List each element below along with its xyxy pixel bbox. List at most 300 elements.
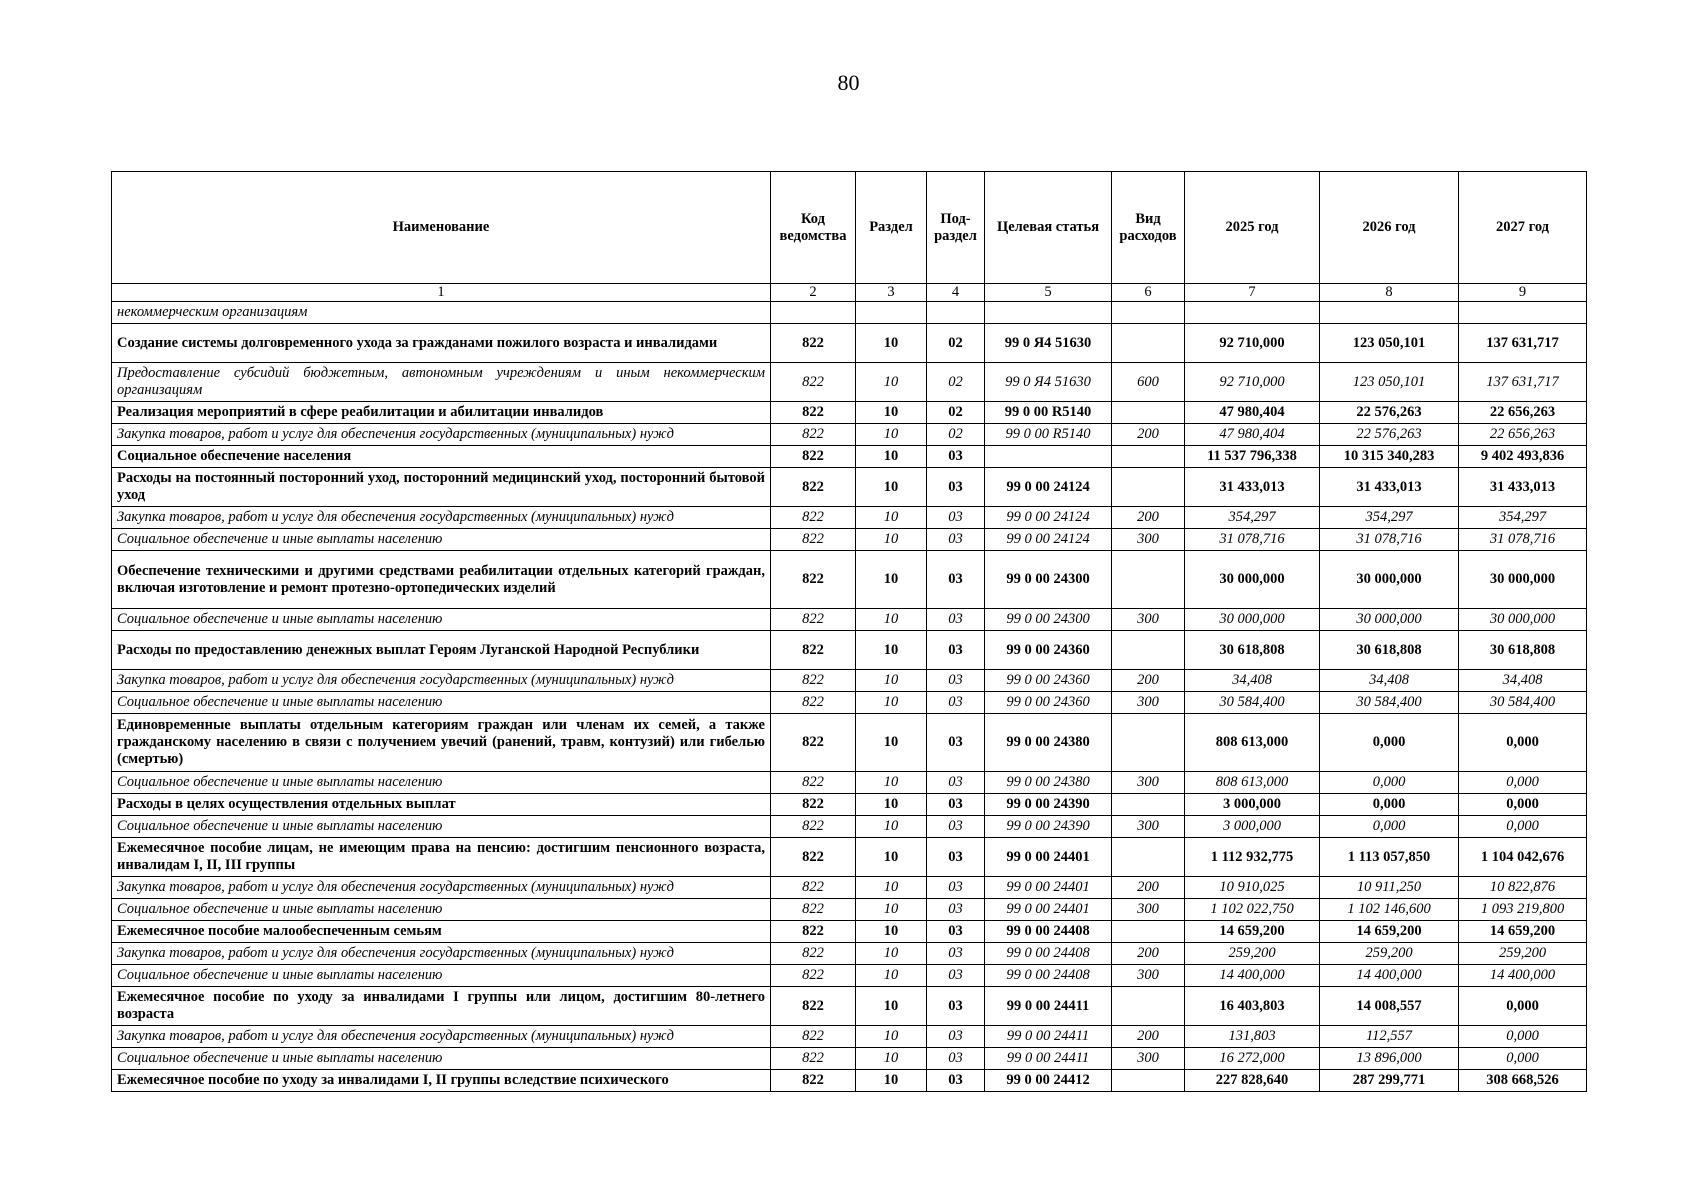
row-name-cell: Ежемесячное пособие малообеспеченным семьям bbox=[112, 921, 771, 943]
header-year-2025: 2025 год bbox=[1185, 172, 1320, 284]
target-article-cell: 99 0 00 24360 bbox=[985, 692, 1112, 714]
dept-code-cell: 822 bbox=[771, 468, 856, 507]
subsection-cell: 03 bbox=[927, 877, 985, 899]
expense-kind-cell: 300 bbox=[1112, 1048, 1185, 1070]
section-cell: 10 bbox=[856, 446, 927, 468]
table-row bbox=[112, 363, 1587, 402]
column-number: 6 bbox=[1112, 284, 1185, 302]
amount-2025-cell: 3 000,000 bbox=[1185, 794, 1320, 816]
expense-kind-cell bbox=[1112, 921, 1185, 943]
target-article-cell: 99 0 00 24408 bbox=[985, 943, 1112, 965]
amount-2027-cell: 30 618,808 bbox=[1459, 631, 1587, 670]
subsection-cell: 03 bbox=[927, 794, 985, 816]
amount-2025-cell: 11 537 796,338 bbox=[1185, 446, 1320, 468]
column-number: 3 bbox=[856, 284, 927, 302]
row-name-cell: Закупка товаров, работ и услуг для обеспечения государственных (муниципальных) нужд bbox=[112, 877, 771, 899]
amount-2027-cell: 10 822,876 bbox=[1459, 877, 1587, 899]
subsection-cell: 03 bbox=[927, 609, 985, 631]
table-row bbox=[112, 609, 1587, 631]
section-cell: 10 bbox=[856, 468, 927, 507]
amount-2027-cell: 259,200 bbox=[1459, 943, 1587, 965]
amount-2025-cell: 16 403,803 bbox=[1185, 987, 1320, 1026]
target-article-cell bbox=[985, 446, 1112, 468]
dept-code-cell: 822 bbox=[771, 424, 856, 446]
header-row bbox=[112, 172, 1587, 284]
amount-2027-cell: 0,000 bbox=[1459, 1048, 1587, 1070]
amount-2026-cell: 34,408 bbox=[1320, 670, 1459, 692]
amount-2027-cell: 14 400,000 bbox=[1459, 965, 1587, 987]
dept-code-cell: 822 bbox=[771, 987, 856, 1026]
amount-2025-cell: 31 078,716 bbox=[1185, 529, 1320, 551]
subsection-cell bbox=[927, 302, 985, 324]
amount-2027-cell: 22 656,263 bbox=[1459, 402, 1587, 424]
subsection-cell: 02 bbox=[927, 402, 985, 424]
dept-code-cell: 822 bbox=[771, 714, 856, 772]
table-row bbox=[112, 1048, 1587, 1070]
section-cell: 10 bbox=[856, 1048, 927, 1070]
dept-code-cell: 822 bbox=[771, 324, 856, 363]
table-row bbox=[112, 692, 1587, 714]
amount-2026-cell: 1 102 146,600 bbox=[1320, 899, 1459, 921]
dept-code-cell: 822 bbox=[771, 1070, 856, 1092]
amount-2026-cell: 123 050,101 bbox=[1320, 324, 1459, 363]
amount-2026-cell: 0,000 bbox=[1320, 772, 1459, 794]
dept-code-cell: 822 bbox=[771, 1048, 856, 1070]
dept-code-cell: 822 bbox=[771, 899, 856, 921]
subsection-cell: 03 bbox=[927, 468, 985, 507]
target-article-cell: 99 0 00 24401 bbox=[985, 877, 1112, 899]
header-subsection: Под- раздел bbox=[927, 172, 985, 284]
amount-2026-cell: 259,200 bbox=[1320, 943, 1459, 965]
page-number: 80 bbox=[837, 70, 860, 95]
target-article-cell: 99 0 00 24360 bbox=[985, 631, 1112, 670]
amount-2026-cell bbox=[1320, 302, 1459, 324]
row-name-cell: Ежемесячное пособие по уходу за инвалидами I группы или лицом, достигшим 80-летнего возраста bbox=[112, 987, 771, 1026]
row-name-cell: Закупка товаров, работ и услуг для обеспечения государственных (муниципальных) нужд bbox=[112, 670, 771, 692]
expense-kind-cell bbox=[1112, 987, 1185, 1026]
table-row bbox=[112, 943, 1587, 965]
column-number: 1 bbox=[112, 284, 771, 302]
row-name-cell: Социальное обеспечение и иные выплаты населению bbox=[112, 609, 771, 631]
amount-2026-cell: 14 659,200 bbox=[1320, 921, 1459, 943]
target-article-cell: 99 0 Я4 51630 bbox=[985, 324, 1112, 363]
target-article-cell: 99 0 00 24412 bbox=[985, 1070, 1112, 1092]
amount-2027-cell: 30 000,000 bbox=[1459, 551, 1587, 609]
section-cell: 10 bbox=[856, 921, 927, 943]
section-cell: 10 bbox=[856, 816, 927, 838]
amount-2026-cell: 30 584,400 bbox=[1320, 692, 1459, 714]
amount-2027-cell: 1 104 042,676 bbox=[1459, 838, 1587, 877]
amount-2027-cell: 9 402 493,836 bbox=[1459, 446, 1587, 468]
row-name-cell: Расходы на постоянный посторонний уход, посторонний медицинский уход, посторонний бытовой уход bbox=[112, 468, 771, 507]
amount-2027-cell: 30 000,000 bbox=[1459, 609, 1587, 631]
table-row bbox=[112, 714, 1587, 772]
dept-code-cell: 822 bbox=[771, 631, 856, 670]
amount-2025-cell: 227 828,640 bbox=[1185, 1070, 1320, 1092]
table-row bbox=[112, 529, 1587, 551]
amount-2027-cell: 0,000 bbox=[1459, 1026, 1587, 1048]
row-name-cell: некоммерческим организациям bbox=[112, 302, 771, 324]
dept-code-cell: 822 bbox=[771, 507, 856, 529]
table-row bbox=[112, 1070, 1587, 1092]
target-article-cell: 99 0 00 24124 bbox=[985, 529, 1112, 551]
amount-2025-cell: 808 613,000 bbox=[1185, 714, 1320, 772]
expense-kind-cell bbox=[1112, 1070, 1185, 1092]
target-article-cell: 99 0 00 24360 bbox=[985, 670, 1112, 692]
amount-2027-cell: 354,297 bbox=[1459, 507, 1587, 529]
subsection-cell: 03 bbox=[927, 446, 985, 468]
subsection-cell: 03 bbox=[927, 692, 985, 714]
row-name-cell: Закупка товаров, работ и услуг для обеспечения государственных (муниципальных) нужд bbox=[112, 507, 771, 529]
amount-2026-cell: 123 050,101 bbox=[1320, 363, 1459, 402]
section-cell: 10 bbox=[856, 692, 927, 714]
amount-2027-cell: 308 668,526 bbox=[1459, 1070, 1587, 1092]
column-number: 5 bbox=[985, 284, 1112, 302]
amount-2026-cell: 30 000,000 bbox=[1320, 609, 1459, 631]
amount-2027-cell: 14 659,200 bbox=[1459, 921, 1587, 943]
amount-2027-cell: 0,000 bbox=[1459, 816, 1587, 838]
amount-2025-cell: 30 584,400 bbox=[1185, 692, 1320, 714]
amount-2025-cell: 16 272,000 bbox=[1185, 1048, 1320, 1070]
target-article-cell: 99 0 00 24390 bbox=[985, 794, 1112, 816]
dept-code-cell: 822 bbox=[771, 529, 856, 551]
table-row bbox=[112, 507, 1587, 529]
header-name: Наименование bbox=[112, 172, 771, 284]
section-cell: 10 bbox=[856, 794, 927, 816]
amount-2027-cell: 1 093 219,800 bbox=[1459, 899, 1587, 921]
section-cell: 10 bbox=[856, 1070, 927, 1092]
section-cell: 10 bbox=[856, 529, 927, 551]
expense-kind-cell: 300 bbox=[1112, 692, 1185, 714]
row-name-cell: Ежемесячное пособие по уходу за инвалидами I, II группы вследствие психического bbox=[112, 1070, 771, 1092]
section-cell: 10 bbox=[856, 424, 927, 446]
expense-kind-cell bbox=[1112, 402, 1185, 424]
table-row bbox=[112, 670, 1587, 692]
subsection-cell: 03 bbox=[927, 816, 985, 838]
column-number-row bbox=[112, 284, 1587, 302]
amount-2026-cell: 1 113 057,850 bbox=[1320, 838, 1459, 877]
amount-2027-cell: 137 631,717 bbox=[1459, 324, 1587, 363]
amount-2026-cell: 287 299,771 bbox=[1320, 1070, 1459, 1092]
column-number: 9 bbox=[1459, 284, 1587, 302]
expense-kind-cell bbox=[1112, 302, 1185, 324]
table-row bbox=[112, 794, 1587, 816]
section-cell: 10 bbox=[856, 507, 927, 529]
subsection-cell: 03 bbox=[927, 899, 985, 921]
dept-code-cell: 822 bbox=[771, 692, 856, 714]
amount-2025-cell: 31 433,013 bbox=[1185, 468, 1320, 507]
target-article-cell: 99 0 00 24401 bbox=[985, 838, 1112, 877]
subsection-cell: 03 bbox=[927, 1026, 985, 1048]
amount-2027-cell: 137 631,717 bbox=[1459, 363, 1587, 402]
target-article-cell bbox=[985, 302, 1112, 324]
amount-2026-cell: 31 078,716 bbox=[1320, 529, 1459, 551]
dept-code-cell: 822 bbox=[771, 363, 856, 402]
amount-2025-cell: 30 618,808 bbox=[1185, 631, 1320, 670]
subsection-cell: 02 bbox=[927, 324, 985, 363]
row-name-cell: Социальное обеспечение и иные выплаты населению bbox=[112, 899, 771, 921]
dept-code-cell: 822 bbox=[771, 816, 856, 838]
amount-2026-cell: 112,557 bbox=[1320, 1026, 1459, 1048]
row-name-cell: Расходы по предоставлению денежных выплат Героям Луганской Народной Республики bbox=[112, 631, 771, 670]
dept-code-cell: 822 bbox=[771, 794, 856, 816]
amount-2025-cell: 131,803 bbox=[1185, 1026, 1320, 1048]
amount-2027-cell: 0,000 bbox=[1459, 714, 1587, 772]
column-number: 4 bbox=[927, 284, 985, 302]
table-row bbox=[112, 302, 1587, 324]
expense-kind-cell: 600 bbox=[1112, 363, 1185, 402]
row-name-cell: Расходы в целях осуществления отдельных выплат bbox=[112, 794, 771, 816]
amount-2025-cell: 92 710,000 bbox=[1185, 363, 1320, 402]
table-body bbox=[112, 302, 1587, 1092]
subsection-cell: 02 bbox=[927, 424, 985, 446]
dept-code-cell bbox=[771, 302, 856, 324]
dept-code-cell: 822 bbox=[771, 670, 856, 692]
target-article-cell: 99 0 00 24411 bbox=[985, 987, 1112, 1026]
section-cell: 10 bbox=[856, 363, 927, 402]
amount-2025-cell: 259,200 bbox=[1185, 943, 1320, 965]
table-row bbox=[112, 772, 1587, 794]
target-article-cell: 99 0 00 24124 bbox=[985, 468, 1112, 507]
table-row bbox=[112, 468, 1587, 507]
dept-code-cell: 822 bbox=[771, 402, 856, 424]
row-name-cell: Социальное обеспечение и иные выплаты населению bbox=[112, 772, 771, 794]
table-row bbox=[112, 551, 1587, 609]
header-year-2027: 2027 год bbox=[1459, 172, 1587, 284]
table-row bbox=[112, 816, 1587, 838]
table-row bbox=[112, 965, 1587, 987]
table-row bbox=[112, 402, 1587, 424]
subsection-cell: 03 bbox=[927, 943, 985, 965]
subsection-cell: 02 bbox=[927, 363, 985, 402]
expense-kind-cell: 200 bbox=[1112, 943, 1185, 965]
expense-kind-cell: 300 bbox=[1112, 609, 1185, 631]
amount-2026-cell: 30 618,808 bbox=[1320, 631, 1459, 670]
column-number: 8 bbox=[1320, 284, 1459, 302]
expense-kind-cell bbox=[1112, 714, 1185, 772]
target-article-cell: 99 0 00 24401 bbox=[985, 899, 1112, 921]
row-name-cell: Предоставление субсидий бюджетным, автономным учреждениям и иным некоммерческим организациям bbox=[112, 363, 771, 402]
target-article-cell: 99 0 00 24300 bbox=[985, 551, 1112, 609]
target-article-cell: 99 0 Я4 51630 bbox=[985, 363, 1112, 402]
expense-kind-cell: 300 bbox=[1112, 816, 1185, 838]
target-article-cell: 99 0 00 24408 bbox=[985, 921, 1112, 943]
amount-2025-cell: 10 910,025 bbox=[1185, 877, 1320, 899]
amount-2027-cell bbox=[1459, 302, 1587, 324]
target-article-cell: 99 0 00 24380 bbox=[985, 772, 1112, 794]
section-cell: 10 bbox=[856, 670, 927, 692]
amount-2025-cell: 354,297 bbox=[1185, 507, 1320, 529]
subsection-cell: 03 bbox=[927, 529, 985, 551]
table-row bbox=[112, 921, 1587, 943]
section-cell: 10 bbox=[856, 877, 927, 899]
amount-2025-cell: 30 000,000 bbox=[1185, 551, 1320, 609]
row-name-cell: Социальное обеспечение и иные выплаты населению bbox=[112, 965, 771, 987]
table-row bbox=[112, 631, 1587, 670]
dept-code-cell: 822 bbox=[771, 921, 856, 943]
target-article-cell: 99 0 00 24408 bbox=[985, 965, 1112, 987]
expense-kind-cell bbox=[1112, 551, 1185, 609]
column-number: 2 bbox=[771, 284, 856, 302]
dept-code-cell: 822 bbox=[771, 1026, 856, 1048]
table-row bbox=[112, 877, 1587, 899]
subsection-cell: 03 bbox=[927, 1048, 985, 1070]
section-cell: 10 bbox=[856, 402, 927, 424]
section-cell: 10 bbox=[856, 943, 927, 965]
amount-2026-cell: 14 008,557 bbox=[1320, 987, 1459, 1026]
amount-2025-cell: 3 000,000 bbox=[1185, 816, 1320, 838]
expense-kind-cell: 200 bbox=[1112, 877, 1185, 899]
expense-kind-cell: 300 bbox=[1112, 529, 1185, 551]
dept-code-cell: 822 bbox=[771, 446, 856, 468]
subsection-cell: 03 bbox=[927, 772, 985, 794]
section-cell bbox=[856, 302, 927, 324]
amount-2025-cell: 34,408 bbox=[1185, 670, 1320, 692]
target-article-cell: 99 0 00 24380 bbox=[985, 714, 1112, 772]
expense-kind-cell: 300 bbox=[1112, 772, 1185, 794]
expense-kind-cell: 200 bbox=[1112, 670, 1185, 692]
amount-2026-cell: 22 576,263 bbox=[1320, 402, 1459, 424]
amount-2027-cell: 0,000 bbox=[1459, 772, 1587, 794]
amount-2026-cell: 14 400,000 bbox=[1320, 965, 1459, 987]
amount-2025-cell: 808 613,000 bbox=[1185, 772, 1320, 794]
amount-2026-cell: 0,000 bbox=[1320, 714, 1459, 772]
amount-2026-cell: 0,000 bbox=[1320, 816, 1459, 838]
section-cell: 10 bbox=[856, 631, 927, 670]
row-name-cell: Социальное обеспечение и иные выплаты населению bbox=[112, 1048, 771, 1070]
row-name-cell: Закупка товаров, работ и услуг для обеспечения государственных (муниципальных) нужд bbox=[112, 1026, 771, 1048]
table-row bbox=[112, 446, 1587, 468]
row-name-cell: Социальное обеспечение и иные выплаты населению bbox=[112, 816, 771, 838]
amount-2027-cell: 31 078,716 bbox=[1459, 529, 1587, 551]
header-dept-code: Код ведомства bbox=[771, 172, 856, 284]
expense-kind-cell bbox=[1112, 324, 1185, 363]
amount-2025-cell: 47 980,404 bbox=[1185, 402, 1320, 424]
dept-code-cell: 822 bbox=[771, 838, 856, 877]
table-row bbox=[112, 1026, 1587, 1048]
amount-2026-cell: 0,000 bbox=[1320, 794, 1459, 816]
amount-2027-cell: 0,000 bbox=[1459, 794, 1587, 816]
subsection-cell: 03 bbox=[927, 987, 985, 1026]
amount-2027-cell: 0,000 bbox=[1459, 987, 1587, 1026]
amount-2026-cell: 354,297 bbox=[1320, 507, 1459, 529]
subsection-cell: 03 bbox=[927, 921, 985, 943]
target-article-cell: 99 0 00 R5140 bbox=[985, 402, 1112, 424]
row-name-cell: Закупка товаров, работ и услуг для обеспечения государственных (муниципальных) нужд bbox=[112, 943, 771, 965]
target-article-cell: 99 0 00 24124 bbox=[985, 507, 1112, 529]
section-cell: 10 bbox=[856, 1026, 927, 1048]
amount-2025-cell: 92 710,000 bbox=[1185, 324, 1320, 363]
target-article-cell: 99 0 00 24300 bbox=[985, 609, 1112, 631]
row-name-cell: Социальное обеспечение и иные выплаты населению bbox=[112, 529, 771, 551]
header-target-article: Целевая статья bbox=[985, 172, 1112, 284]
row-name-cell: Единовременные выплаты отдельным категориям граждан или членам их семей, а также гражданскому населению в связи с получением увечий (ранений, травм, контузий) или гибелью (смертью) bbox=[112, 714, 771, 772]
amount-2025-cell: 14 659,200 bbox=[1185, 921, 1320, 943]
section-cell: 10 bbox=[856, 965, 927, 987]
amount-2025-cell: 1 112 932,775 bbox=[1185, 838, 1320, 877]
amount-2026-cell: 10 911,250 bbox=[1320, 877, 1459, 899]
expense-kind-cell bbox=[1112, 446, 1185, 468]
row-name-cell: Социальное обеспечение населения bbox=[112, 446, 771, 468]
subsection-cell: 03 bbox=[927, 714, 985, 772]
amount-2026-cell: 22 576,263 bbox=[1320, 424, 1459, 446]
table-row bbox=[112, 899, 1587, 921]
subsection-cell: 03 bbox=[927, 1070, 985, 1092]
table-row bbox=[112, 424, 1587, 446]
amount-2025-cell: 30 000,000 bbox=[1185, 609, 1320, 631]
column-number: 7 bbox=[1185, 284, 1320, 302]
dept-code-cell: 822 bbox=[771, 943, 856, 965]
dept-code-cell: 822 bbox=[771, 877, 856, 899]
header-year-2026: 2026 год bbox=[1320, 172, 1459, 284]
section-cell: 10 bbox=[856, 838, 927, 877]
row-name-cell: Обеспечение техническими и другими средствами реабилитации отдельных категорий граждан, включая изготовление и ремонт протезно-ортопедических изделий bbox=[112, 551, 771, 609]
amount-2027-cell: 30 584,400 bbox=[1459, 692, 1587, 714]
table-row bbox=[112, 838, 1587, 877]
subsection-cell: 03 bbox=[927, 551, 985, 609]
row-name-cell: Создание системы долговременного ухода за гражданами пожилого возраста и инвалидами bbox=[112, 324, 771, 363]
expense-kind-cell: 200 bbox=[1112, 507, 1185, 529]
expense-kind-cell: 300 bbox=[1112, 899, 1185, 921]
amount-2025-cell bbox=[1185, 302, 1320, 324]
subsection-cell: 03 bbox=[927, 507, 985, 529]
dept-code-cell: 822 bbox=[771, 609, 856, 631]
target-article-cell: 99 0 00 24411 bbox=[985, 1026, 1112, 1048]
expense-kind-cell bbox=[1112, 631, 1185, 670]
expense-kind-cell: 200 bbox=[1112, 424, 1185, 446]
budget-table bbox=[111, 171, 1587, 1092]
subsection-cell: 03 bbox=[927, 838, 985, 877]
amount-2027-cell: 34,408 bbox=[1459, 670, 1587, 692]
table-row bbox=[112, 987, 1587, 1026]
row-name-cell: Реализация мероприятий в сфере реабилитации и абилитации инвалидов bbox=[112, 402, 771, 424]
header-expense-kind: Вид расходов bbox=[1112, 172, 1185, 284]
subsection-cell: 03 bbox=[927, 670, 985, 692]
expense-kind-cell bbox=[1112, 794, 1185, 816]
table-row bbox=[112, 324, 1587, 363]
row-name-cell: Закупка товаров, работ и услуг для обеспечения государственных (муниципальных) нужд bbox=[112, 424, 771, 446]
section-cell: 10 bbox=[856, 714, 927, 772]
target-article-cell: 99 0 00 R5140 bbox=[985, 424, 1112, 446]
expense-kind-cell: 300 bbox=[1112, 965, 1185, 987]
amount-2027-cell: 22 656,263 bbox=[1459, 424, 1587, 446]
section-cell: 10 bbox=[856, 551, 927, 609]
dept-code-cell: 822 bbox=[771, 772, 856, 794]
amount-2026-cell: 13 896,000 bbox=[1320, 1048, 1459, 1070]
amount-2026-cell: 10 315 340,283 bbox=[1320, 446, 1459, 468]
target-article-cell: 99 0 00 24411 bbox=[985, 1048, 1112, 1070]
header-section: Раздел bbox=[856, 172, 927, 284]
amount-2025-cell: 14 400,000 bbox=[1185, 965, 1320, 987]
amount-2025-cell: 1 102 022,750 bbox=[1185, 899, 1320, 921]
section-cell: 10 bbox=[856, 609, 927, 631]
dept-code-cell: 822 bbox=[771, 965, 856, 987]
section-cell: 10 bbox=[856, 324, 927, 363]
amount-2026-cell: 30 000,000 bbox=[1320, 551, 1459, 609]
amount-2026-cell: 31 433,013 bbox=[1320, 468, 1459, 507]
section-cell: 10 bbox=[856, 987, 927, 1026]
section-cell: 10 bbox=[856, 899, 927, 921]
expense-kind-cell bbox=[1112, 838, 1185, 877]
dept-code-cell: 822 bbox=[771, 551, 856, 609]
section-cell: 10 bbox=[856, 772, 927, 794]
row-name-cell: Ежемесячное пособие лицам, не имеющим права на пенсию: достигшим пенсионного возраста, инвалидам I, II, III группы bbox=[112, 838, 771, 877]
subsection-cell: 03 bbox=[927, 631, 985, 670]
target-article-cell: 99 0 00 24390 bbox=[985, 816, 1112, 838]
expense-kind-cell: 200 bbox=[1112, 1026, 1185, 1048]
subsection-cell: 03 bbox=[927, 965, 985, 987]
amount-2025-cell: 47 980,404 bbox=[1185, 424, 1320, 446]
